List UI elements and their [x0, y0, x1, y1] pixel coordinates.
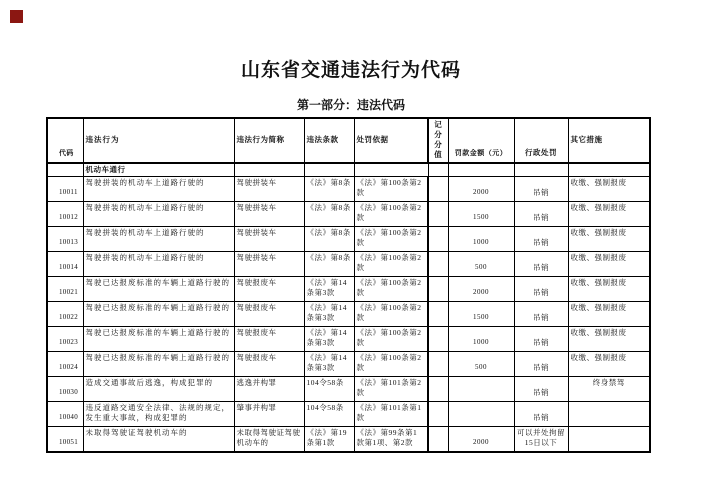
cell-other: 收缴、强制报废	[568, 226, 650, 251]
cell-code: 10022	[47, 301, 83, 326]
cell-other: 收缴、强制报废	[568, 276, 650, 301]
cell-short: 驾驶报废车	[234, 301, 304, 326]
column-header-punishment: 行政处罚	[514, 118, 568, 163]
cell-code: 10014	[47, 251, 83, 276]
cell-basis: 《法》第101条第1款	[354, 401, 428, 426]
column-header-code: 代码	[47, 118, 83, 163]
cell-punishment: 吊销	[514, 326, 568, 351]
cell-clause: 《法》第19条第1款	[304, 426, 354, 452]
cell-short: 驾驶报废车	[234, 326, 304, 351]
cell-behavior: 驾驶已达报废标准的车辆上道路行驶的	[83, 351, 234, 376]
table-header-row	[47, 118, 650, 163]
table-body	[47, 163, 650, 452]
cell-points	[428, 376, 448, 401]
cell-short: 未取得驾驶证驾驶机动车的	[234, 426, 304, 452]
cell-punishment: 吊销	[514, 401, 568, 426]
table-row	[47, 426, 650, 452]
cell-other: 收缴、强制报废	[568, 326, 650, 351]
cell-clause: 《法》第14条第3款	[304, 351, 354, 376]
cell-clause: 《法》第14条第3款	[304, 326, 354, 351]
cell-basis: 《法》第101条第2款	[354, 376, 428, 401]
cell-fine: 500	[448, 251, 514, 276]
cell-basis: 《法》第100条第2款	[354, 276, 428, 301]
cell-short: 驾驶报废车	[234, 351, 304, 376]
page-title: 山东省交通违法行为代码	[240, 60, 461, 81]
cell-code: 10040	[47, 401, 83, 426]
table-row	[47, 276, 650, 301]
cell-punishment: 吊销	[514, 276, 568, 301]
cell-other: 终身禁驾	[568, 376, 650, 401]
cell-points	[428, 226, 448, 251]
table-row	[47, 326, 650, 351]
cell-code: 10024	[47, 351, 83, 376]
column-header-points: 记分分值	[428, 118, 448, 163]
cell-other: 收缴、强制报废	[568, 201, 650, 226]
cell-short: 驾驶报废车	[234, 276, 304, 301]
cell-fine: 2000	[448, 426, 514, 452]
cell-code: 10011	[47, 176, 83, 201]
section-empty-cell	[47, 163, 83, 177]
cell-short: 逃逸并构罪	[234, 376, 304, 401]
cell-punishment: 吊销	[514, 201, 568, 226]
cell-behavior: 驾驶已达报废标准的车辆上道路行驶的	[83, 276, 234, 301]
cell-behavior: 驾驶拼装的机动车上道路行驶的	[83, 226, 234, 251]
cell-behavior: 违反道路交通安全法律、法规的规定，发生重大事故，构成犯罪的	[83, 401, 234, 426]
section-empty-cell	[354, 163, 428, 177]
cell-basis: 《法》第100条第2款	[354, 351, 428, 376]
cell-punishment: 吊销	[514, 226, 568, 251]
cell-fine: 1500	[448, 201, 514, 226]
section-empty-cell	[304, 163, 354, 177]
cell-fine: 1500	[448, 301, 514, 326]
cell-punishment: 吊销	[514, 351, 568, 376]
cell-punishment: 吊销	[514, 376, 568, 401]
cell-other	[568, 401, 650, 426]
cell-behavior: 驾驶已达报废标准的车辆上道路行驶的	[83, 326, 234, 351]
cell-code: 10012	[47, 201, 83, 226]
cell-points	[428, 351, 448, 376]
cell-code: 10013	[47, 226, 83, 251]
column-header-basis: 处罚依据	[354, 118, 428, 163]
cell-clause: 《法》第14条第3款	[304, 276, 354, 301]
cell-clause: 《法》第8条	[304, 201, 354, 226]
section-row	[47, 163, 650, 177]
column-header-other: 其它措施	[568, 118, 650, 163]
cell-points	[428, 426, 448, 452]
section-empty-cell	[514, 163, 568, 177]
cell-short: 驾驶拼装车	[234, 251, 304, 276]
cell-fine	[448, 401, 514, 426]
cell-fine: 500	[448, 351, 514, 376]
cell-behavior: 驾驶拼装的机动车上道路行驶的	[83, 201, 234, 226]
cell-behavior: 驾驶拼装的机动车上道路行驶的	[83, 251, 234, 276]
cell-short: 驾驶拼装车	[234, 176, 304, 201]
cell-short: 驾驶拼装车	[234, 201, 304, 226]
cell-behavior: 驾驶已达报废标准的车辆上道路行驶的	[83, 301, 234, 326]
cell-fine: 1000	[448, 226, 514, 251]
cell-basis: 《法》第100条第2款	[354, 201, 428, 226]
cell-clause: 《法》第8条	[304, 226, 354, 251]
cell-clause: 《法》第8条	[304, 176, 354, 201]
cell-clause: 《法》第14条第3款	[304, 301, 354, 326]
cell-fine: 1000	[448, 326, 514, 351]
cell-basis: 《法》第100条第2款	[354, 326, 428, 351]
table-row	[47, 401, 650, 426]
cell-punishment: 吊销	[514, 301, 568, 326]
table-row	[47, 251, 650, 276]
column-header-clause: 违法条款	[304, 118, 354, 163]
cell-points	[428, 401, 448, 426]
cell-behavior: 驾驶拼装的机动车上道路行驶的	[83, 176, 234, 201]
cell-points	[428, 276, 448, 301]
table-row	[47, 376, 650, 401]
cell-basis: 《法》第100条第2款	[354, 251, 428, 276]
cell-short: 驾驶拼装车	[234, 226, 304, 251]
corner-marker	[10, 10, 23, 23]
cell-fine: 2000	[448, 176, 514, 201]
cell-other: 收缴、强制报废	[568, 301, 650, 326]
cell-clause: 104令58条	[304, 376, 354, 401]
cell-behavior: 造成交通事故后逃逸，构成犯罪的	[83, 376, 234, 401]
cell-fine	[448, 376, 514, 401]
column-header-behavior: 违法行为	[83, 118, 234, 163]
cell-points	[428, 326, 448, 351]
cell-clause: 《法》第8条	[304, 251, 354, 276]
cell-punishment: 吊销	[514, 251, 568, 276]
cell-other: 收缴、强制报废	[568, 176, 650, 201]
cell-behavior: 未取得驾驶证驾驶机动车的	[83, 426, 234, 452]
cell-other	[568, 426, 650, 452]
cell-code: 10051	[47, 426, 83, 452]
cell-basis: 《法》第100条第2款	[354, 176, 428, 201]
cell-points	[428, 251, 448, 276]
column-header-fine: 罚款金额（元）	[448, 118, 514, 163]
table-row	[47, 201, 650, 226]
cell-other: 收缴、强制报废	[568, 351, 650, 376]
table-row	[47, 301, 650, 326]
cell-punishment: 吊销	[514, 176, 568, 201]
section-empty-cell	[568, 163, 650, 177]
cell-clause: 104令58条	[304, 401, 354, 426]
cell-code: 10023	[47, 326, 83, 351]
cell-code: 10021	[47, 276, 83, 301]
section-empty-cell	[448, 163, 514, 177]
table-row	[47, 176, 650, 201]
section-heading: 第一部分：违法代码	[296, 98, 405, 112]
cell-points	[428, 201, 448, 226]
section-label: 机动车通行	[83, 163, 234, 177]
cell-short: 肇事并构罪	[234, 401, 304, 426]
cell-other: 收缴、强制报废	[568, 251, 650, 276]
table-row	[47, 351, 650, 376]
table-row	[47, 226, 650, 251]
cell-basis: 《法》第99条第1款第1项、第2款	[354, 426, 428, 452]
column-header-short: 违法行为简称	[234, 118, 304, 163]
cell-points	[428, 301, 448, 326]
section-empty-cell	[234, 163, 304, 177]
section-empty-cell	[428, 163, 448, 177]
cell-code: 10030	[47, 376, 83, 401]
cell-basis: 《法》第100条第2款	[354, 301, 428, 326]
cell-fine: 2000	[448, 276, 514, 301]
violation-code-table	[46, 117, 651, 453]
cell-punishment: 可以并处拘留15日以下	[514, 426, 568, 452]
cell-points	[428, 176, 448, 201]
cell-basis: 《法》第100条第2款	[354, 226, 428, 251]
